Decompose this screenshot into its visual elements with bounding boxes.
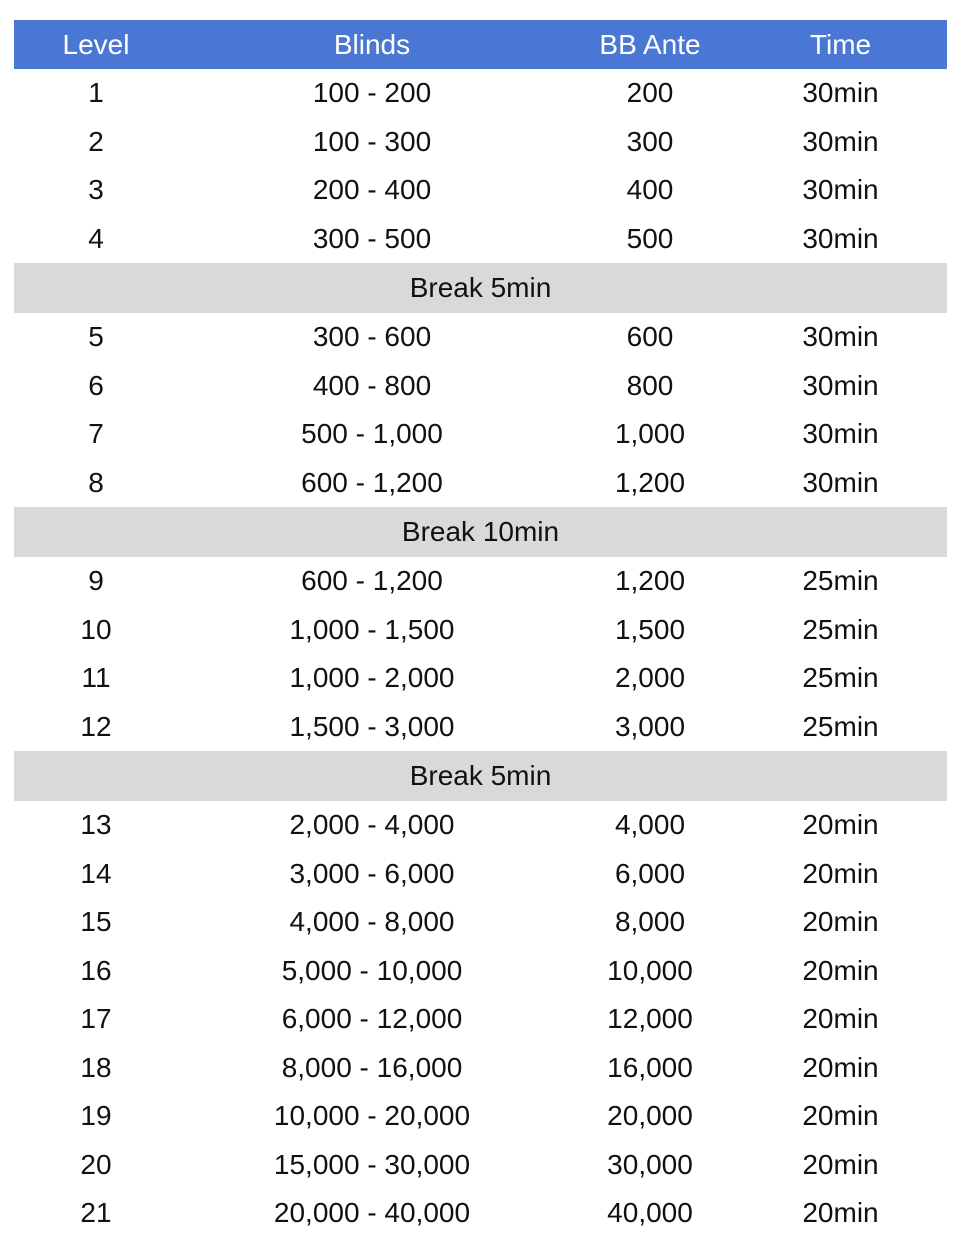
bb-ante-cell: 30,000 — [607, 1148, 693, 1180]
blinds-cell: 1,000 - 1,500 — [289, 613, 455, 645]
bb-ante-cell: 1,500 — [614, 613, 686, 645]
time-cell: 20min — [802, 1003, 879, 1035]
table-row — [14, 654, 947, 703]
header-level: Level — [62, 28, 130, 60]
level-cell: 15 — [80, 906, 112, 938]
level-cell: 2 — [88, 125, 104, 157]
table-row — [14, 215, 947, 264]
time-cell: 30min — [802, 174, 879, 206]
time-cell: 25min — [802, 613, 879, 645]
table-row — [14, 898, 947, 947]
time-cell: 20min — [802, 1100, 879, 1132]
time-cell: 30min — [802, 321, 879, 353]
table-row — [14, 703, 947, 752]
table-row — [14, 1189, 947, 1238]
blinds-cell: 600 - 1,200 — [301, 565, 443, 597]
time-cell: 20min — [802, 857, 879, 889]
time-cell: 20min — [802, 1197, 879, 1229]
break-row — [14, 507, 947, 557]
bb-ante-cell: 40,000 — [607, 1197, 693, 1229]
time-cell: 30min — [802, 466, 879, 498]
blinds-cell: 600 - 1,200 — [301, 466, 443, 498]
level-cell: 19 — [80, 1100, 112, 1132]
table-row — [14, 410, 947, 459]
bb-ante-cell: 16,000 — [607, 1051, 693, 1083]
table-header-row — [14, 20, 947, 69]
time-cell: 20min — [802, 809, 879, 841]
time-cell: 25min — [802, 565, 879, 597]
bb-ante-cell: 10,000 — [607, 954, 693, 986]
level-cell: 3 — [88, 174, 104, 206]
blinds-cell: 100 - 300 — [312, 125, 432, 157]
blinds-cell: 100 - 200 — [312, 77, 432, 109]
bb-ante-cell: 6,000 — [614, 857, 686, 889]
level-cell: 8 — [88, 466, 104, 498]
break-row — [14, 751, 947, 801]
break-row — [14, 263, 947, 313]
break-label: Break 10min — [401, 516, 560, 547]
bb-ante-cell: 8,000 — [614, 906, 686, 938]
level-cell: 11 — [81, 662, 111, 694]
level-cell: 1 — [88, 77, 104, 109]
blinds-cell: 300 - 500 — [312, 222, 432, 254]
blinds-cell: 300 - 600 — [312, 321, 432, 353]
bb-ante-cell: 1,000 — [614, 418, 686, 450]
table-row — [14, 166, 947, 215]
bb-ante-cell: 200 — [626, 77, 674, 109]
blind-structure-table — [14, 20, 947, 1238]
table-row — [14, 801, 947, 850]
table-row — [14, 557, 947, 606]
time-cell: 25min — [802, 662, 879, 694]
time-cell: 30min — [802, 222, 879, 254]
bb-ante-cell: 2,000 — [614, 662, 686, 694]
blinds-cell: 1,500 - 3,000 — [289, 710, 455, 742]
level-cell: 17 — [80, 1003, 112, 1035]
bb-ante-cell: 12,000 — [607, 1003, 693, 1035]
blinds-cell: 500 - 1,000 — [301, 418, 443, 450]
table-row — [14, 1044, 947, 1093]
bb-ante-cell: 500 — [626, 222, 674, 254]
header-blinds: Blinds — [333, 28, 411, 60]
table-row — [14, 459, 947, 508]
bb-ante-cell: 3,000 — [614, 710, 686, 742]
blinds-cell: 6,000 - 12,000 — [281, 1003, 463, 1035]
table-row — [14, 606, 947, 655]
blinds-cell: 10,000 - 20,000 — [273, 1100, 471, 1132]
bb-ante-cell: 1,200 — [614, 466, 686, 498]
blinds-cell: 1,000 - 2,000 — [289, 662, 455, 694]
blinds-cell: 20,000 - 40,000 — [273, 1197, 471, 1229]
level-cell: 6 — [88, 369, 104, 401]
blinds-cell: 200 - 400 — [312, 174, 432, 206]
time-cell: 20min — [802, 1051, 879, 1083]
header-bb-ante: BB Ante — [599, 28, 701, 60]
level-cell: 10 — [80, 613, 112, 645]
table-row — [14, 850, 947, 899]
bb-ante-cell: 300 — [626, 125, 674, 157]
blinds-cell: 15,000 - 30,000 — [273, 1148, 471, 1180]
time-cell: 30min — [802, 418, 879, 450]
blinds-cell: 400 - 800 — [312, 369, 432, 401]
bb-ante-cell: 1,200 — [614, 565, 686, 597]
table-row — [14, 362, 947, 411]
break-label: Break 5min — [409, 272, 552, 303]
blinds-cell: 8,000 - 16,000 — [281, 1051, 463, 1083]
level-cell: 14 — [80, 857, 112, 889]
time-cell: 30min — [802, 77, 879, 109]
level-cell: 20 — [80, 1148, 112, 1180]
time-cell: 20min — [802, 1148, 879, 1180]
bb-ante-cell: 800 — [626, 369, 674, 401]
table-row — [14, 1092, 947, 1141]
table-body — [14, 69, 947, 1238]
level-cell: 5 — [88, 321, 104, 353]
bb-ante-cell: 600 — [626, 321, 674, 353]
table-row — [14, 69, 947, 118]
table-row — [14, 313, 947, 362]
header-time: Time — [809, 28, 872, 60]
level-cell: 4 — [88, 222, 104, 254]
level-cell: 12 — [80, 710, 112, 742]
blinds-cell: 3,000 - 6,000 — [289, 857, 455, 889]
level-cell: 9 — [88, 565, 104, 597]
bb-ante-cell: 4,000 — [614, 809, 686, 841]
level-cell: 16 — [80, 954, 112, 986]
blinds-cell: 2,000 - 4,000 — [289, 809, 455, 841]
level-cell: 13 — [80, 809, 112, 841]
blinds-cell: 4,000 - 8,000 — [289, 906, 455, 938]
blinds-cell: 5,000 - 10,000 — [281, 954, 463, 986]
level-cell: 21 — [80, 1197, 112, 1229]
time-cell: 30min — [802, 125, 879, 157]
time-cell: 25min — [802, 710, 879, 742]
table-row — [14, 947, 947, 996]
table-row — [14, 995, 947, 1044]
table-row — [14, 118, 947, 167]
level-cell: 18 — [80, 1051, 112, 1083]
break-label: Break 5min — [409, 760, 552, 791]
level-cell: 7 — [88, 418, 104, 450]
bb-ante-cell: 400 — [626, 174, 674, 206]
table-row — [14, 1141, 947, 1190]
time-cell: 20min — [802, 906, 879, 938]
bb-ante-cell: 20,000 — [607, 1100, 693, 1132]
time-cell: 30min — [802, 369, 879, 401]
time-cell: 20min — [802, 954, 879, 986]
